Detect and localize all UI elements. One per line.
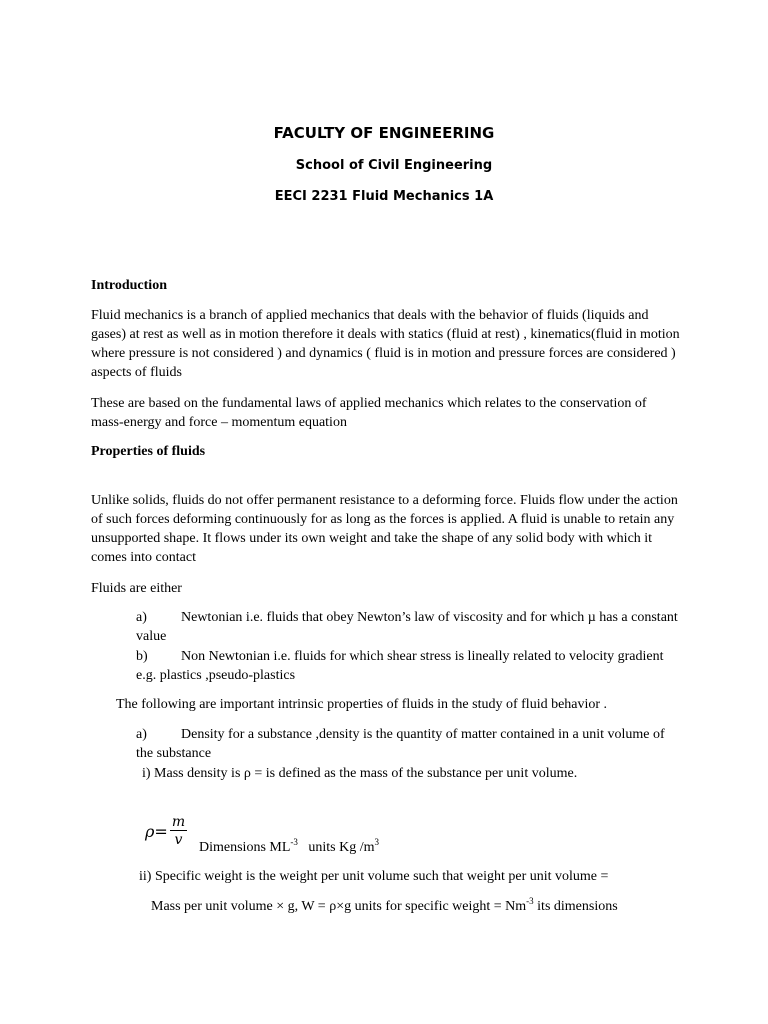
list-marker: b) xyxy=(136,649,148,664)
introduction-paragraph-1: Fluid mechanics is a branch of applied mechanics that deals with the behavior of fluids (liquids and gases) at rest as well as in motion therefore it deals with statics (fluid at rest) , kinematics(fluid in motion where pressure is not considered ) and dynamics ( fluid is in motion and pressure forces are considered ) aspects of fluids xyxy=(91,308,680,380)
list-item-newtonian xyxy=(136,608,681,646)
list-marker: a) xyxy=(136,610,147,625)
list-item-density xyxy=(136,725,681,763)
course-title: EECI 2231 Fluid Mechanics 1A xyxy=(274,189,494,204)
intrinsic-properties-text: The following are important intrinsic properties of fluids in the study of fluid behavior . xyxy=(116,697,608,712)
fraction-numerator: m xyxy=(171,814,186,830)
units-exponent: 3 xyxy=(374,837,380,847)
specific-weight-line-2 xyxy=(151,897,751,916)
mass-density-text: i) Mass density is ρ = is defined as the mass of the substance per unit volume. xyxy=(142,766,578,781)
list-item-text: Newtonian i.e. fluids that obey Newton’s law of viscosity and for which µ has a constant value xyxy=(136,610,678,644)
rho-symbol: ρ xyxy=(145,822,155,841)
equals-sign: = xyxy=(154,822,168,841)
properties-paragraph-1: Unlike solids, fluids do not offer permanent resistance to a deforming force. Fluids flow under the action of such forces deforming continuously for as long as the forces is applied. A fluid is unable to retain any unsupported shape. It flows under its own weight and take the shape of any solid body with which it comes into contact xyxy=(91,493,678,565)
list-item-text: Non Newtonian i.e. fluids for which shear stress is lineally related to velocity gradient e.g. plastics ,pseudo-plastics xyxy=(136,649,664,683)
list-marker: a) xyxy=(136,727,147,742)
introduction-heading: Introduction xyxy=(91,278,167,293)
density-formula xyxy=(145,814,187,849)
list-item-text: Density for a substance ,density is the quantity of matter contained in a unit volume of the substance xyxy=(136,727,665,761)
units-label: units Kg /m xyxy=(297,840,375,855)
density-dimensions-units xyxy=(199,838,379,857)
specific-weight-line-1: ii) Specific weight is the weight per unit volume such that weight per unit volume = xyxy=(139,869,609,884)
introduction-paragraph-2: These are based on the fundamental laws of applied mechanics which relates to the conservation of mass-energy and force – momentum equation xyxy=(91,396,647,430)
fraction-denominator: v xyxy=(174,832,183,848)
school-title: School of Civil Engineering xyxy=(295,158,493,173)
faculty-title: FACULTY OF ENGINEERING xyxy=(273,124,495,142)
specific-weight-text: Mass per unit volume × g, W = ρ×g units for specific weight = Nm xyxy=(151,899,527,914)
properties-heading: Properties of fluids xyxy=(91,444,206,459)
specific-weight-exponent: -3 xyxy=(526,896,534,906)
list-item-non-newtonian xyxy=(136,647,681,685)
fraction xyxy=(170,814,187,849)
fluids-either-text: Fluids are either xyxy=(91,581,182,596)
dimensions-exponent: -3 xyxy=(290,837,298,847)
specific-weight-text-end: its dimensions xyxy=(533,899,618,914)
dimensions-label: Dimensions ML xyxy=(199,840,291,855)
